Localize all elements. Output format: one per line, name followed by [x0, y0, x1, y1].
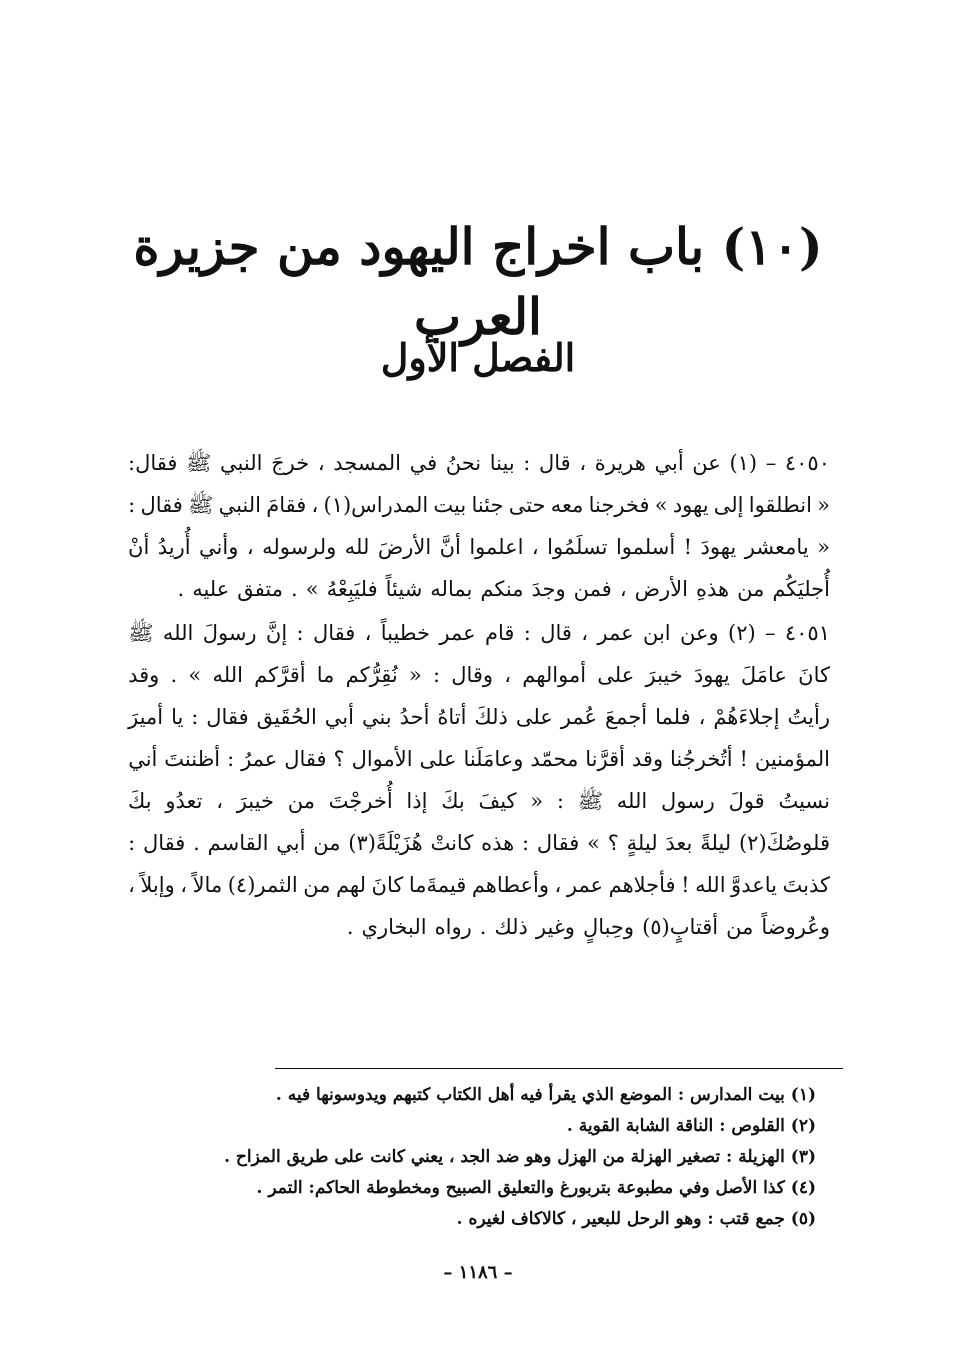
word: :: [523, 451, 531, 475]
word: أسلموا: [615, 535, 676, 559]
word: على: [597, 663, 635, 687]
word: »: [587, 831, 600, 855]
word: ،: [311, 493, 319, 517]
word: أبي: [276, 831, 306, 855]
word: يهودَ: [693, 663, 730, 687]
word: أُخرجْتَ: [328, 789, 393, 813]
word: وقال: [451, 663, 494, 687]
word: كانَ: [798, 663, 830, 687]
word: (١): [729, 451, 758, 475]
word: شيئاً: [385, 577, 423, 601]
word: يهود: [672, 493, 709, 517]
word: خرجَ: [271, 451, 310, 475]
word: «: [817, 535, 830, 559]
word: بماله: [430, 577, 473, 601]
word: بيت: [433, 493, 467, 517]
word: معه: [550, 493, 584, 517]
word: ابن: [642, 621, 671, 645]
word: .: [291, 577, 298, 601]
word: وإبلاً: [140, 873, 175, 897]
footnote-5: (٥) جمع قتب : وهو الرحل للبعير ، كالاكاف لغيره .: [456, 1209, 816, 1229]
word: أتُخرجُنا: [670, 747, 733, 771]
word: ﷺ: [128, 621, 154, 645]
hadith-4050: [128, 442, 830, 610]
word: وأعطاهم: [471, 873, 549, 897]
word: الحُقَيق: [256, 705, 317, 729]
word: عامَلَ: [740, 663, 787, 687]
word: إنَّ: [265, 621, 288, 645]
text-line: [128, 738, 830, 780]
word: من: [287, 789, 315, 813]
word: وجدَ: [531, 577, 566, 601]
word: :: [128, 831, 136, 855]
word: فقال: [143, 831, 186, 855]
word: :: [556, 789, 564, 813]
word: –: [765, 451, 777, 475]
word: فقال: [536, 831, 580, 855]
word: قام: [484, 621, 515, 645]
word: .: [193, 831, 200, 855]
word: منكم: [480, 577, 524, 601]
word: مالاً: [192, 873, 223, 897]
word: الله: [616, 789, 648, 813]
word: المسجد: [333, 451, 401, 475]
word: أُريدُ: [157, 535, 191, 559]
word: أُجليَكُم: [772, 577, 830, 601]
word: خطيباً: [380, 621, 431, 645]
word: كذبتَ: [782, 873, 830, 897]
word: الله: [212, 663, 243, 687]
word: تعدُو: [165, 789, 203, 813]
word: فقال: [312, 621, 356, 645]
word: ،: [581, 621, 589, 645]
word: القاسم: [207, 831, 269, 855]
word: «: [408, 663, 422, 687]
word: الله: [695, 873, 726, 897]
word: خيبرَ: [645, 663, 683, 687]
word: .: [346, 915, 354, 939]
footnote-divider: [275, 1068, 843, 1069]
word: ولرسوله: [262, 535, 337, 559]
word: فخرجنا: [588, 493, 650, 517]
word: بينا: [489, 451, 515, 475]
word: »: [188, 663, 202, 687]
word: من: [313, 831, 341, 855]
word: ؟: [607, 831, 619, 855]
word: إجلاءَهُمْ: [713, 705, 780, 729]
word: هريرة: [594, 451, 646, 475]
word: «: [530, 789, 544, 813]
word: أتاهُ: [437, 705, 467, 729]
word: ذلكَ: [474, 705, 508, 729]
word: ،: [246, 535, 254, 559]
word: عمرُ: [241, 747, 278, 771]
word: ،: [317, 451, 325, 475]
word: من: [737, 577, 765, 601]
word: يا: [171, 705, 184, 729]
word: وقد: [128, 663, 160, 687]
word: أظننتَ: [164, 747, 221, 771]
word: من: [303, 873, 331, 897]
word: تسلَمُوا: [547, 535, 608, 559]
word: رسول: [660, 789, 715, 813]
word: إذا: [406, 789, 428, 813]
word: :: [227, 747, 235, 771]
word: :: [191, 705, 199, 729]
word: ،: [180, 873, 188, 897]
body-text: [128, 442, 830, 948]
word: وقد: [631, 747, 664, 771]
word: أنَّ: [439, 535, 461, 559]
word: هذه: [481, 831, 515, 855]
word: فأجلاهم: [608, 873, 676, 897]
footnote-1: (١) بيت المدارس : الموضع الذي يقرأ فيه أهل الكتاب كتبهم ويدوسونها فيه .: [275, 1085, 816, 1105]
text-line: [128, 526, 830, 568]
text-line: [128, 822, 830, 864]
word: متفق: [237, 577, 284, 601]
word: اعلموا: [469, 535, 524, 559]
word: يهودَ: [700, 535, 737, 559]
word: ٤٠٥٠: [784, 451, 830, 475]
text-line: [128, 484, 830, 526]
footnote-2: (٢) القلوص : الناقة الشابة القوية .: [566, 1116, 816, 1136]
word: بني: [361, 705, 392, 729]
word: ،: [619, 577, 627, 601]
word: أحدُ: [399, 705, 430, 729]
word: وعامَلَنا: [463, 747, 524, 771]
word: !: [739, 747, 748, 771]
word: ،: [216, 789, 223, 813]
word: فليَبِعْهُ: [326, 577, 378, 601]
word: على: [419, 747, 457, 771]
word: فقال: [284, 747, 327, 771]
word: يامعشر: [744, 535, 809, 559]
word: .: [170, 663, 178, 687]
word: رسولَ: [202, 621, 257, 645]
word: نسيتُ: [778, 789, 830, 813]
word: ٤٠٥١: [784, 621, 830, 645]
word: انطلقوا: [748, 493, 812, 517]
word: ياعدوَّ: [731, 873, 777, 897]
word: فقال:: [128, 451, 178, 475]
word: كانَ: [371, 873, 404, 897]
word: فلما: [655, 705, 691, 729]
word: عُمر: [560, 705, 598, 729]
word: الأموال: [351, 747, 413, 771]
text-line: [128, 864, 830, 906]
section-title: الفصل الأول: [380, 335, 576, 380]
word: نُقِرُّكم: [345, 663, 398, 687]
word: .: [177, 577, 185, 601]
text-line: [128, 568, 830, 610]
word: وحِبالٍ: [582, 915, 635, 939]
word: عليه: [192, 577, 230, 601]
word: في: [409, 451, 438, 475]
word: فمن: [573, 577, 612, 601]
word: :: [432, 663, 441, 687]
word: المؤمنين: [754, 747, 830, 771]
word: وعُروضاً: [761, 915, 830, 939]
word: ،: [128, 873, 135, 897]
footnote-4: (٤) كذا الأصل وفي مطبوعة بتربورغ والتعليق الصبيح ومخطوطة الحاكم: التمر .: [256, 1178, 816, 1198]
word: قال: [539, 451, 571, 475]
word: »: [654, 493, 668, 517]
word: النبي: [220, 451, 263, 475]
word: »: [305, 577, 319, 601]
word: البخاري: [361, 915, 427, 939]
word: ،: [364, 621, 372, 645]
page-number: – ١١٨٦ –: [443, 1262, 513, 1283]
word: أميرَ: [128, 705, 164, 729]
footnote-3: (٣) الهزيلة : تصغير الهزلة من الهزل وهو ضد الجد ، يعني كانت على طريق المزاح .: [224, 1147, 816, 1167]
word: أبي: [654, 451, 684, 475]
word: نحنُ: [445, 451, 482, 475]
word: ،: [504, 663, 512, 687]
word: ليلةٍ: [626, 831, 658, 855]
word: قال: [540, 621, 572, 645]
word: وعن: [679, 621, 719, 645]
word: خيبرَ: [236, 789, 274, 813]
word: بكَ: [441, 789, 465, 813]
chapter-title: (١٠) باب اخراج اليهود من جزيرة العرب: [133, 217, 823, 346]
word: بعدَ: [665, 831, 693, 855]
word: فقال: [206, 705, 249, 729]
word: الأرض: [634, 577, 688, 601]
word: رأيتُ: [787, 705, 830, 729]
word: على: [515, 705, 553, 729]
word: ﷺ: [577, 789, 604, 813]
word: لهم: [335, 873, 367, 897]
word: ليلةً: [700, 831, 732, 855]
word: «: [817, 493, 830, 517]
word: هذهِ: [695, 577, 730, 601]
word: :: [296, 621, 304, 645]
word: لله: [344, 535, 370, 559]
word: :: [522, 831, 530, 855]
word: حتى: [508, 493, 546, 517]
text-line: [128, 906, 830, 948]
word: كيفَ: [478, 789, 517, 813]
word: :: [128, 493, 136, 517]
word: ،: [531, 535, 539, 559]
word: محمّد: [530, 747, 579, 771]
word: أنْ: [128, 535, 150, 559]
word: ،: [698, 705, 706, 729]
word: (٢): [728, 621, 756, 645]
word: أبي: [324, 705, 354, 729]
text-line: [128, 654, 830, 696]
word: ؟: [333, 747, 345, 771]
word: رواه: [434, 915, 472, 939]
word: وغير: [535, 915, 575, 939]
word: ذلك: [494, 915, 528, 939]
word: ،: [579, 451, 587, 475]
word: جئنا: [471, 493, 504, 517]
word: عمر: [597, 621, 634, 645]
word: من: [726, 915, 754, 939]
text-line: [128, 612, 830, 654]
text-line: [128, 696, 830, 738]
word: عمر: [439, 621, 476, 645]
hadith-4051: [128, 612, 830, 948]
word: ما: [316, 663, 335, 687]
word: !: [681, 873, 690, 897]
word: الثمر(٤): [227, 873, 298, 897]
word: !: [683, 535, 693, 559]
word: .: [479, 915, 487, 939]
word: الله: [162, 621, 194, 645]
word: أجمعَ: [605, 705, 648, 729]
word: :: [523, 621, 531, 645]
word: هُزَيْلَةً(٣): [348, 831, 423, 855]
word: المدراس(١): [323, 493, 429, 517]
word: أموالهم: [522, 663, 587, 687]
word: النبي: [218, 493, 261, 517]
word: ﷺ: [186, 451, 212, 475]
word: وأني: [199, 535, 239, 559]
word: أقرَّكم: [254, 663, 306, 687]
word: أقرَّنا: [585, 747, 625, 771]
text-line: [128, 780, 830, 822]
word: أقتابٍ(٥): [642, 915, 719, 939]
word: قيمةَما: [408, 873, 467, 897]
word: –: [765, 621, 776, 645]
footnotes: [200, 1080, 816, 1235]
word: قولَ: [728, 789, 765, 813]
word: كانتْ: [430, 831, 474, 855]
text-line: [128, 442, 830, 484]
word: ،: [554, 873, 562, 897]
word: عمر: [566, 873, 604, 897]
word: بكَ: [128, 789, 152, 813]
word: فقال: [140, 493, 183, 517]
word: أني: [128, 747, 158, 771]
word: فقامَ: [266, 493, 307, 517]
word: إلى: [713, 493, 744, 517]
word: قلوصُكَ(٢): [738, 831, 830, 855]
word: الأرضَ: [377, 535, 432, 559]
word: ﷺ: [187, 493, 214, 517]
word: عن: [692, 451, 721, 475]
